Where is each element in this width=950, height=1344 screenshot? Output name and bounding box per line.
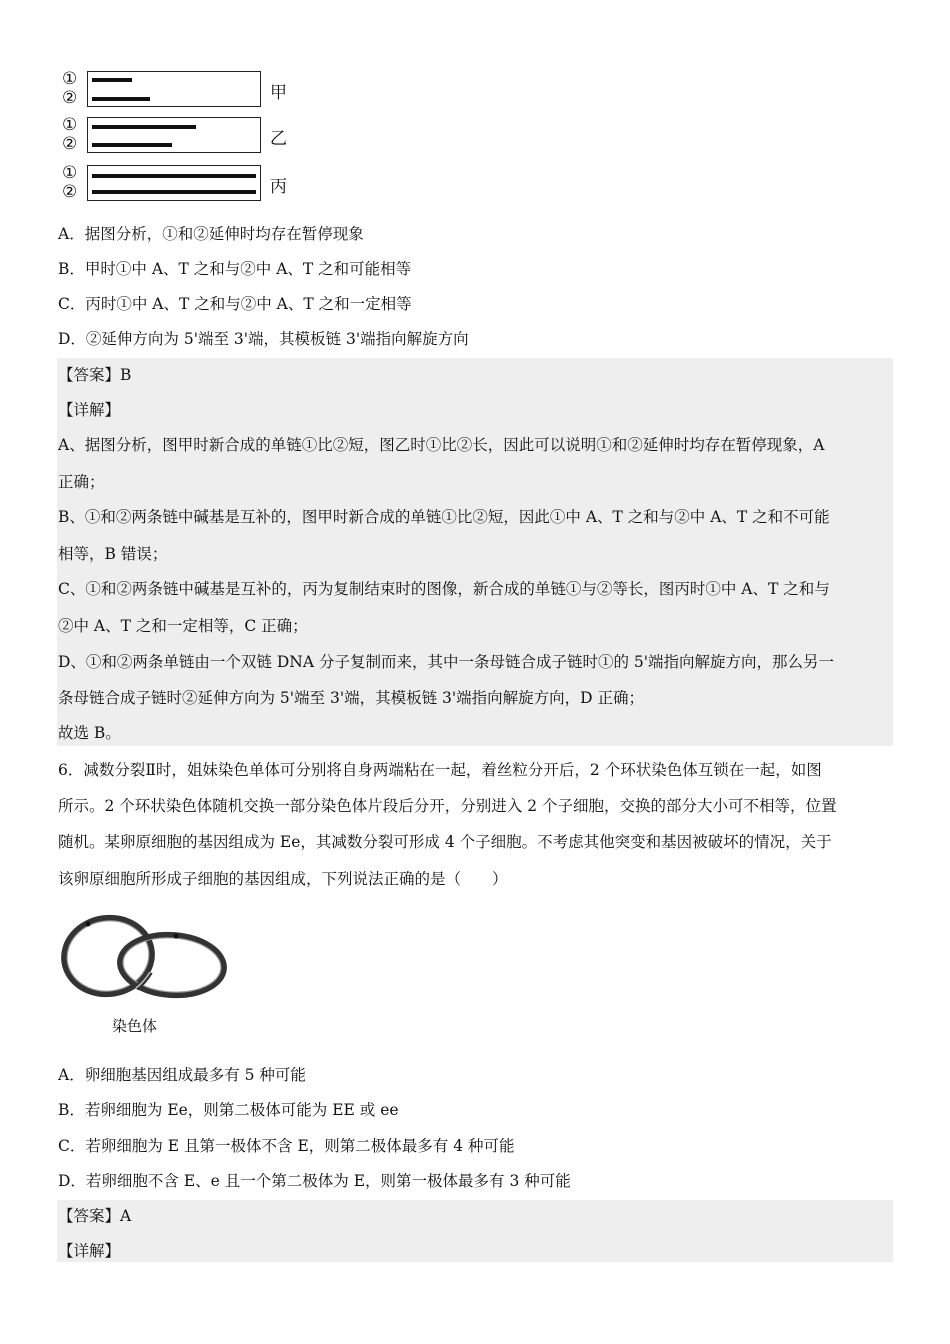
q5-detail-line: 相等，B 错误；	[58, 545, 168, 563]
q5-option-a: A．据图分析，①和②延伸时均存在暂停现象	[58, 225, 364, 243]
q5-detail-title: 【详解】	[58, 401, 121, 419]
q6-answer: 【答案】A	[58, 1207, 132, 1225]
strand-row-jia	[62, 70, 302, 110]
q5-detail-line: B、①和②两条链中碱基是互补的，图甲时新合成的单链①比②短，因此①中 A、T 之和与②中 A、T 之和不可能	[58, 508, 830, 526]
ring-chromosome-caption: 染色体	[112, 1017, 158, 1035]
q6-option-a: A．卵细胞基因组成最多有 5 种可能	[58, 1066, 306, 1084]
strand-num-1: ①	[62, 115, 78, 135]
strand-row-yi	[62, 116, 302, 156]
strand-2-bar	[92, 190, 256, 194]
q5-detail-line: C、①和②两条链中碱基是互补的，丙为复制结束时的图像，新合成的单链①与②等长，图丙时①中 A、T 之和与	[58, 580, 830, 598]
strand-num-2: ②	[62, 134, 78, 154]
strand-num-1: ①	[62, 69, 78, 89]
q6-stem-line: 该卵原细胞所形成子细胞的基因组成，下列说法正确的是（ ）	[58, 870, 508, 888]
q5-option-b: B．甲时①中 A、T 之和与②中 A、T 之和可能相等	[58, 260, 412, 278]
q5-detail-line: 正确；	[58, 473, 105, 491]
q6-stem-line: 6．减数分裂Ⅱ时，姐妹染色单体可分别将自身两端粘在一起，着丝粒分开后，2 个环状染色体互锁在一起，如图	[58, 761, 822, 779]
q6-stem-line: 所示。2 个环状染色体随机交换一部分染色体片段后分开，分别进入 2 个子细胞，交换的部分大小可不相等，位置	[58, 797, 837, 815]
q5-option-d: D．②延伸方向为 5'端至 3'端，其模板链 3'端指向解旋方向	[58, 330, 469, 348]
q5-detail-line: D、①和②两条单链由一个双链 DNA 分子复制而来，其中一条母链合成子链时①的 5'端指向解旋方向，那么另一	[58, 653, 835, 671]
strand-num-1: ①	[62, 163, 78, 183]
q6-option-d: D．若卵细胞不含 E、e 且一个第二极体为 E，则第一极体最多有 3 种可能	[58, 1172, 571, 1190]
strand-num-2: ②	[62, 88, 78, 108]
strand-1-bar	[92, 174, 256, 178]
ring-chromosome-figure	[58, 910, 233, 1040]
strand-row-label: 丙	[270, 177, 287, 197]
strand-figure	[62, 70, 302, 210]
ring-chromosome-drawing	[58, 910, 233, 1015]
strand-1-bar	[92, 78, 132, 82]
strand-num-2: ②	[62, 182, 78, 202]
strand-row-label: 甲	[270, 83, 287, 103]
strand-row-label: 乙	[270, 129, 287, 149]
strand-2-bar	[92, 143, 172, 147]
strand-box	[87, 117, 261, 153]
q5-detail-line: A、据图分析，图甲时新合成的单链①比②短，图乙时①比②长，因此可以说明①和②延伸时均存在暂停现象，A	[58, 436, 825, 454]
strand-box	[87, 71, 261, 107]
q6-option-c: C．若卵细胞为 E 且第一极体不含 E，则第二极体最多有 4 种可能	[58, 1137, 515, 1155]
q5-answer: 【答案】B	[58, 366, 132, 384]
strand-box	[87, 165, 261, 201]
q5-option-c: C．丙时①中 A、T 之和与②中 A、T 之和一定相等	[58, 295, 412, 313]
q5-detail-line: ②中 A、T 之和一定相等，C 正确；	[58, 617, 308, 635]
q6-detail-title: 【详解】	[58, 1242, 121, 1260]
strand-row-bing	[62, 164, 302, 204]
strand-2-bar	[92, 97, 150, 101]
q5-detail-line: 故选 B。	[58, 724, 121, 742]
q6-option-b: B．若卵细胞为 Ee，则第二极体可能为 EE 或 ee	[58, 1101, 399, 1119]
q5-detail-line: 条母链合成子链时②延伸方向为 5'端至 3'端，其模板链 3'端指向解旋方向，D 正确；	[58, 689, 645, 707]
strand-1-bar	[92, 125, 196, 129]
q6-stem-line: 随机。某卵原细胞的基因组成为 Ee，其减数分裂可形成 4 个子细胞。不考虑其他突变和基因被破坏的情况，关于	[58, 833, 832, 851]
